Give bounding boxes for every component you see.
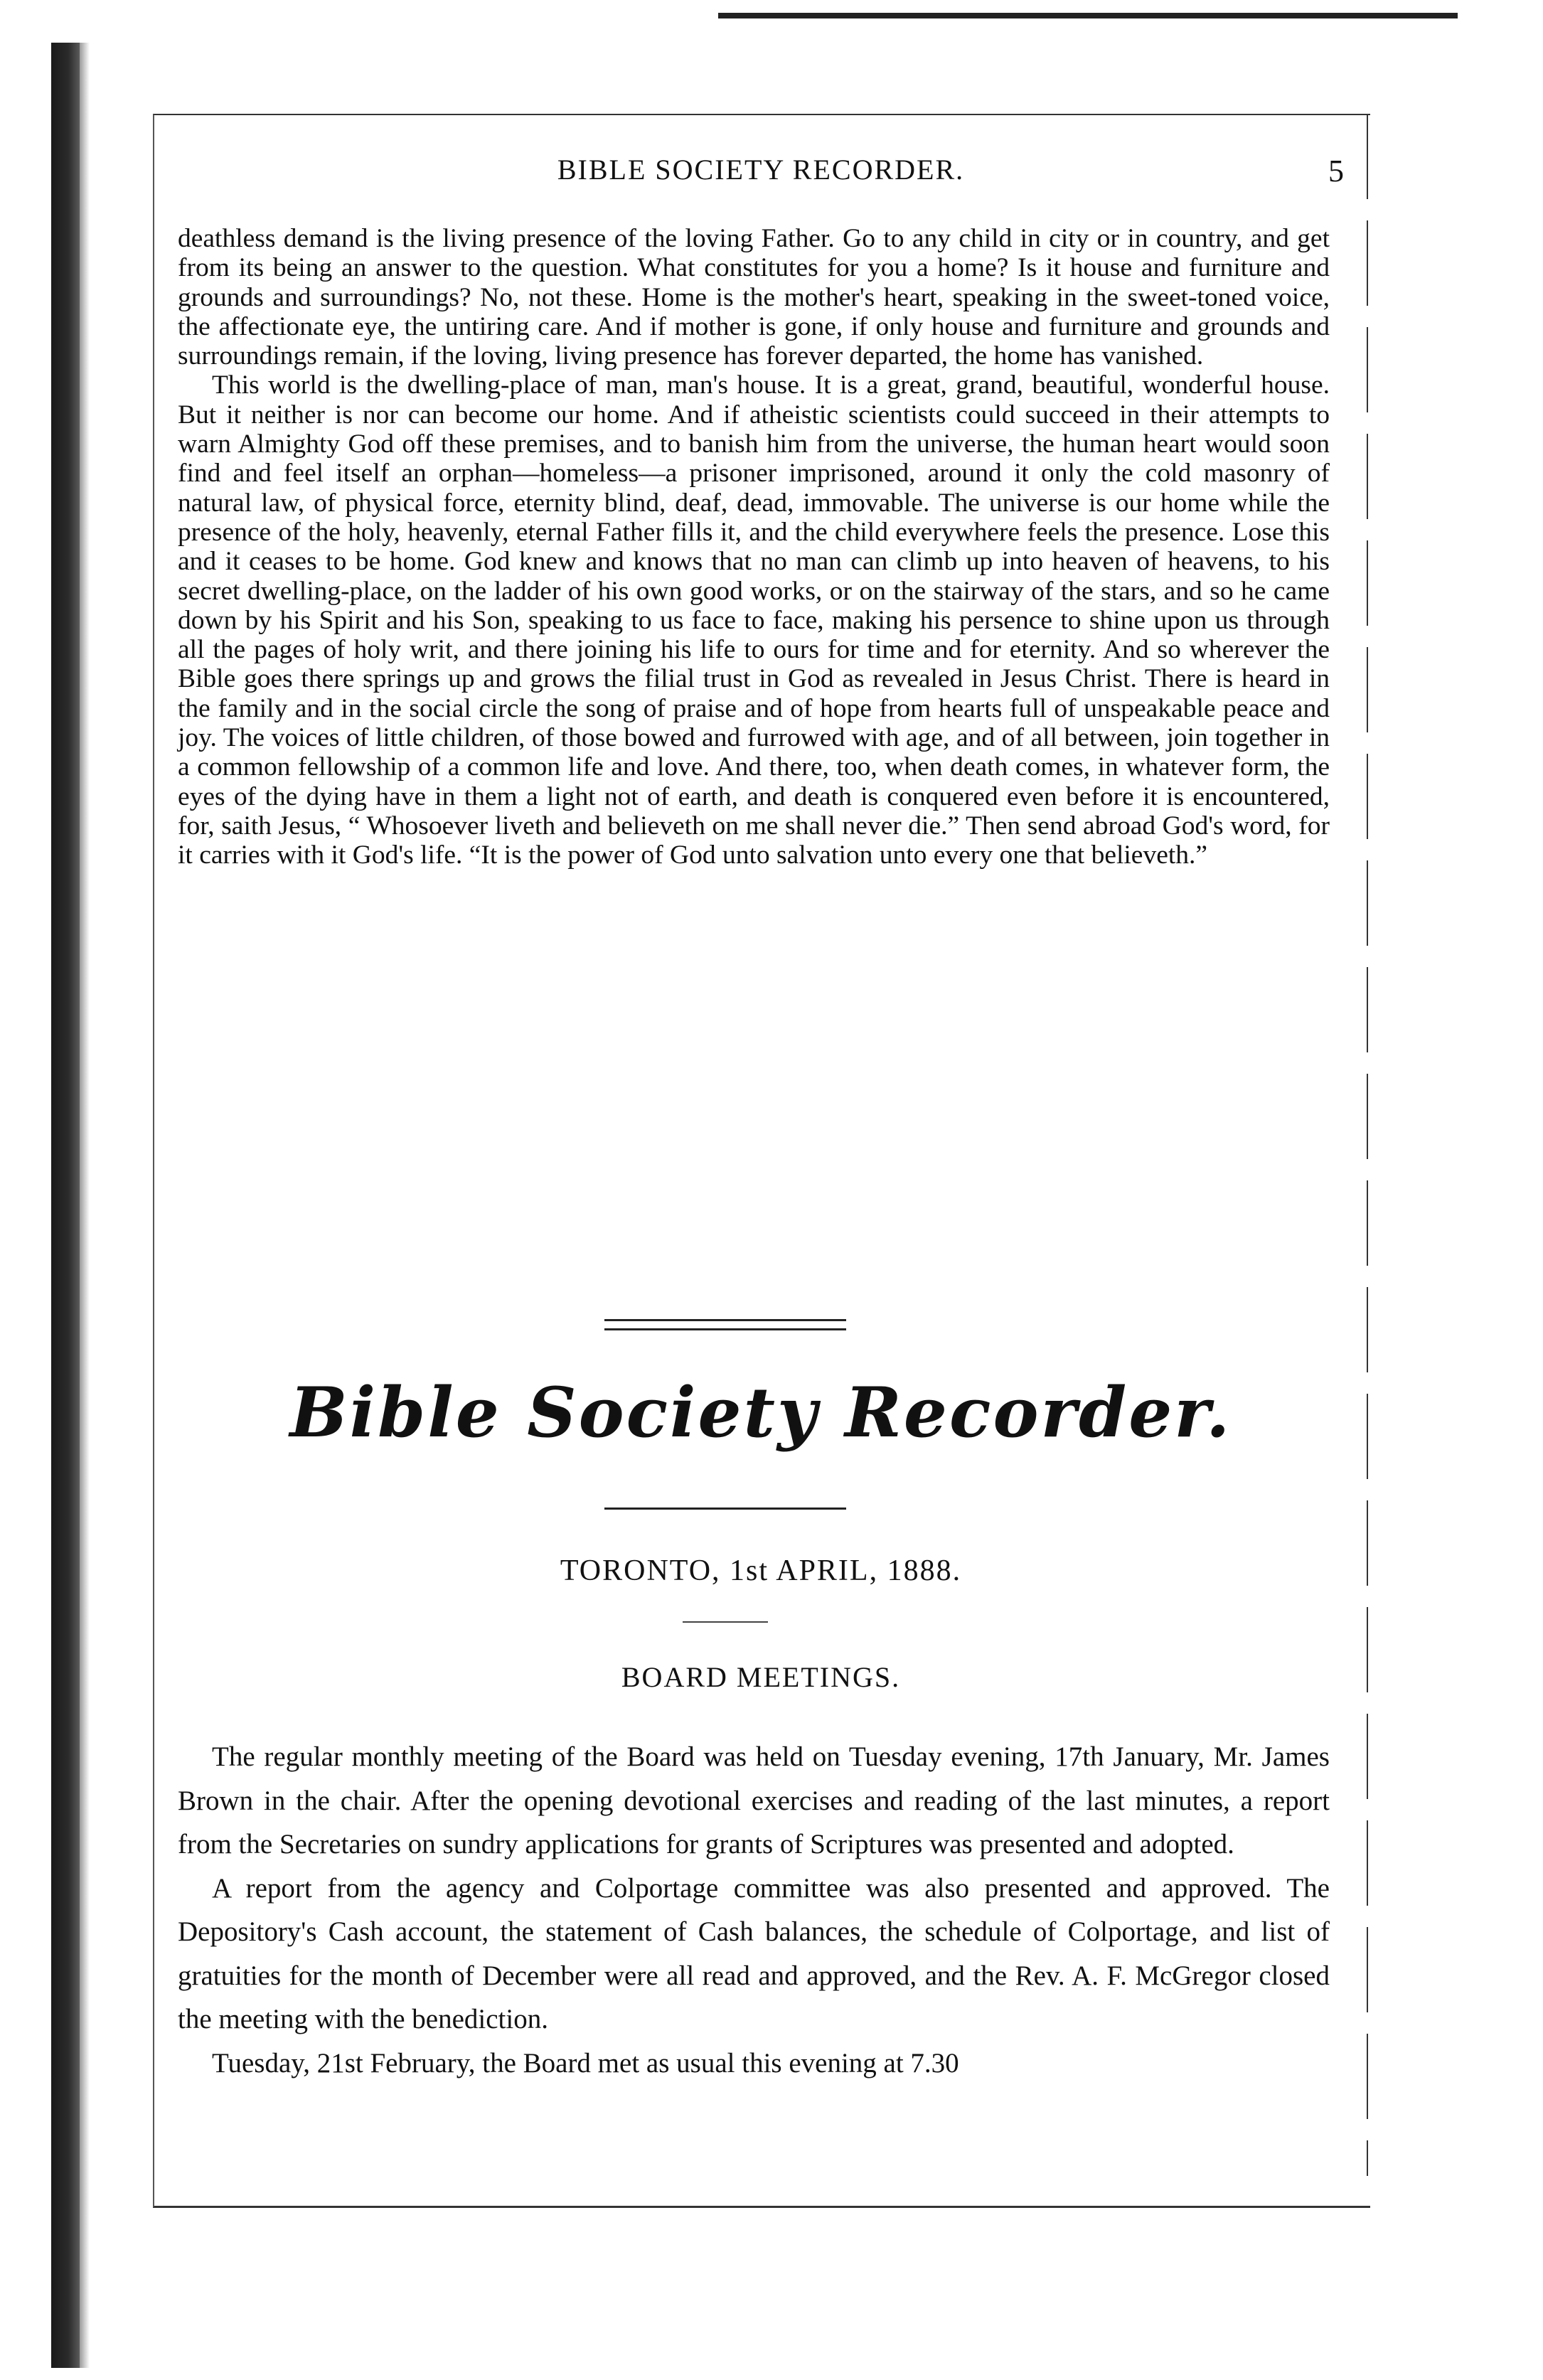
- report-paragraph: Tuesday, 21st February, the Board met as usual this evening at 7.30: [212, 2047, 959, 2079]
- report-paragraph: A report from the agency and Colportage committee was also presented and approved. The Depository's Cash account, the statement of Cash balances, the schedule of Colportage, and list of gratuities for the month of December were all read and approved, and the Rev. A. F. McGregor closed the meeting with the benediction.: [178, 1872, 1330, 2034]
- page-number: 5: [1328, 154, 1344, 188]
- article-body: [178, 224, 1330, 870]
- section-heading: BOARD MEETINGS.: [621, 1661, 901, 1693]
- section-divider-double: [604, 1319, 846, 1330]
- top-scan-rule: [718, 13, 1458, 18]
- masthead-divider: [604, 1507, 846, 1510]
- report-body: [178, 1735, 1330, 2085]
- page-frame-right-edge: [1367, 114, 1368, 2176]
- article-paragraph: deathless demand is the living presence of the loving Father. Go to any child in city or in country, and get from its being an answer to the question. What constitutes for you a home? Is it house and furniture and grounds and surroundings? No, not these. Home is the mother's heart, speaking in the sweet-toned voice, the affectionate eye, the untiring care. And if mother is gone, if only house and furniture and grounds and surroundings remain, if the loving, living presence has forever departed, the home has vanished.: [178, 224, 1330, 371]
- masthead-title: Bible Society Recorder.: [289, 1372, 1232, 1453]
- report-paragraph: The regular monthly meeting of the Board was held on Tuesday evening, 17th January, Mr. James Brown in the chair. After the opening devotional exercises and reading of the last minutes, a report from the Secretaries on sundry applications for grants of Scriptures was presented and adopted.: [178, 1741, 1330, 1859]
- article-paragraph: This world is the dwelling-place of man, man's house. It is a great, grand, beautiful, wonderful house. But it neither is nor can become our home. And if atheistic scientists could succeed in their attempts to warn Almighty God off these premises, and to banish him from the universe, the human heart would soon find and feel itself an orphan—homeless—a prisoner imprisoned, around it only the cold masonry of natural law, of physical force, eternity blind, deaf, dead, immovable. The universe is our home while the presence of the holy, heavenly, eternal Father fills it, and the child everywhere feels the presence. Lose this and it ceases to be home. God knew and knows that no man can climb up into heaven of heavens, to his secret dwelling-place, on the ladder of his own good works, or on the stairway of the stars, and so he came down by his Spirit and his Son, speaking to us face to face, making his persence to shine upon us through all the pages of holy writ, and there joining his life to ours for time and for eternity. And so wherever the Bible goes there springs up and grows the filial trust in God as revealed in Jesus Christ. There is heard in the family and in the social circle the song of praise and of hope from hearts full of unspeakable peace and joy. The voices of little children, of those bowed and furrowed with age, and of all between, join together in a common fellowship of a common life and love. And there, too, when death comes, in whatever form, the eyes of the dying have in them a light not of earth, and death is conquered even before it is encountered, for, saith Jesus, “ Whosoever liveth and believeth on me shall never die.” Then send abroad God's word, for it carries with it God's life. “It is the power of God unto salvation unto every one that believeth.”: [178, 370, 1330, 870]
- running-title: BIBLE SOCIETY RECORDER.: [557, 154, 965, 186]
- dateline: TORONTO, 1st APRIL, 1888.: [560, 1554, 962, 1587]
- page-binding-shadow: [80, 43, 90, 2368]
- page-binding-edge: [51, 43, 80, 2368]
- dateline-divider: [683, 1621, 768, 1623]
- page-header: [178, 153, 1344, 196]
